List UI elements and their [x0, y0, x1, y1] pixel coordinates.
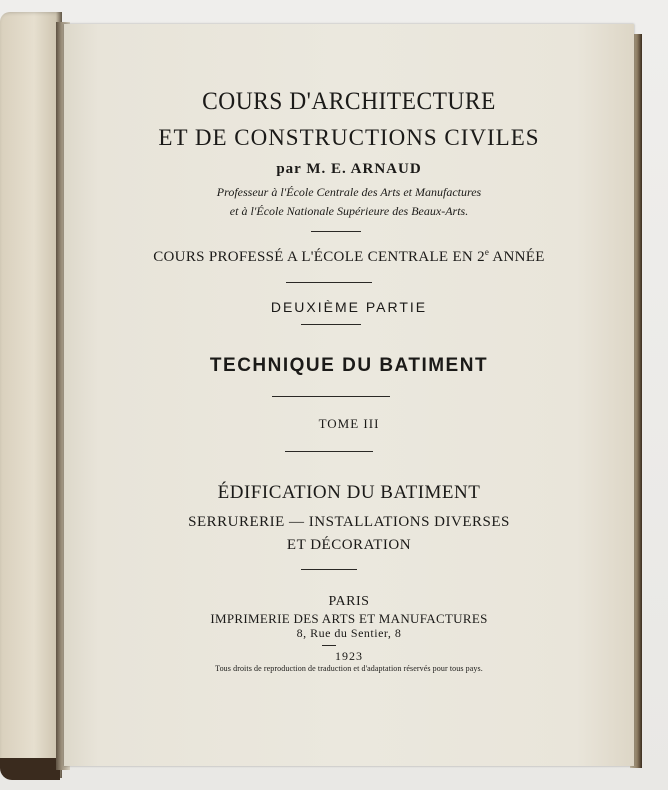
course-suffix: ANNÉE [489, 249, 545, 265]
course-superscript: e [484, 247, 490, 257]
publication-city: PARIS [328, 594, 370, 609]
divider-rule [286, 282, 372, 283]
author-affiliation-2: et à l'École Nationale Supérieure des Beaux-Arts. [229, 204, 469, 218]
volume-title: ÉDIFICATION DU BATIMENT [217, 482, 481, 503]
divider-rule [322, 645, 336, 646]
title-page-text [64, 24, 634, 766]
course-description [64, 247, 634, 266]
author-name: par M. E. ARNAUD [276, 161, 422, 177]
book-title-line1: COURS D'ARCHITECTURE [202, 88, 496, 115]
book-title-line2: ET DE CONSTRUCTIONS CIVILES [158, 125, 540, 150]
topics-line2: ET DÉCORATION [286, 537, 412, 553]
divider-rule [272, 396, 390, 397]
divider-rule [285, 451, 373, 452]
volume-label: TOME III [318, 416, 380, 431]
course-prefix: COURS PROFESSÉ A L'ÉCOLE CENTRALE EN 2 [153, 249, 485, 265]
subject-heading: TECHNIQUE DU BATIMENT [209, 355, 489, 376]
printer-name: IMPRIMERIE DES ARTS ET MANUFACTURES [210, 611, 488, 626]
divider-rule [311, 231, 361, 232]
left-page-edge [0, 12, 62, 778]
divider-rule [301, 324, 361, 325]
rights-notice: Tous droits de reproduction de traduction et d'adaptation réservés pour tous pays. [215, 664, 483, 673]
publication-year: 1923 [335, 649, 363, 663]
divider-rule [301, 569, 357, 570]
topics-line1: SERRURERIE — INSTALLATIONS DIVERSES [188, 514, 510, 530]
title-page [64, 24, 634, 766]
book-binding [0, 758, 60, 780]
printer-address: 8, Rue du Sentier, 8 [296, 626, 402, 640]
author-affiliation-1: Professeur à l'École Centrale des Arts et Manufactures [216, 185, 482, 199]
part-label: DEUXIÈME PARTIE [270, 299, 428, 315]
